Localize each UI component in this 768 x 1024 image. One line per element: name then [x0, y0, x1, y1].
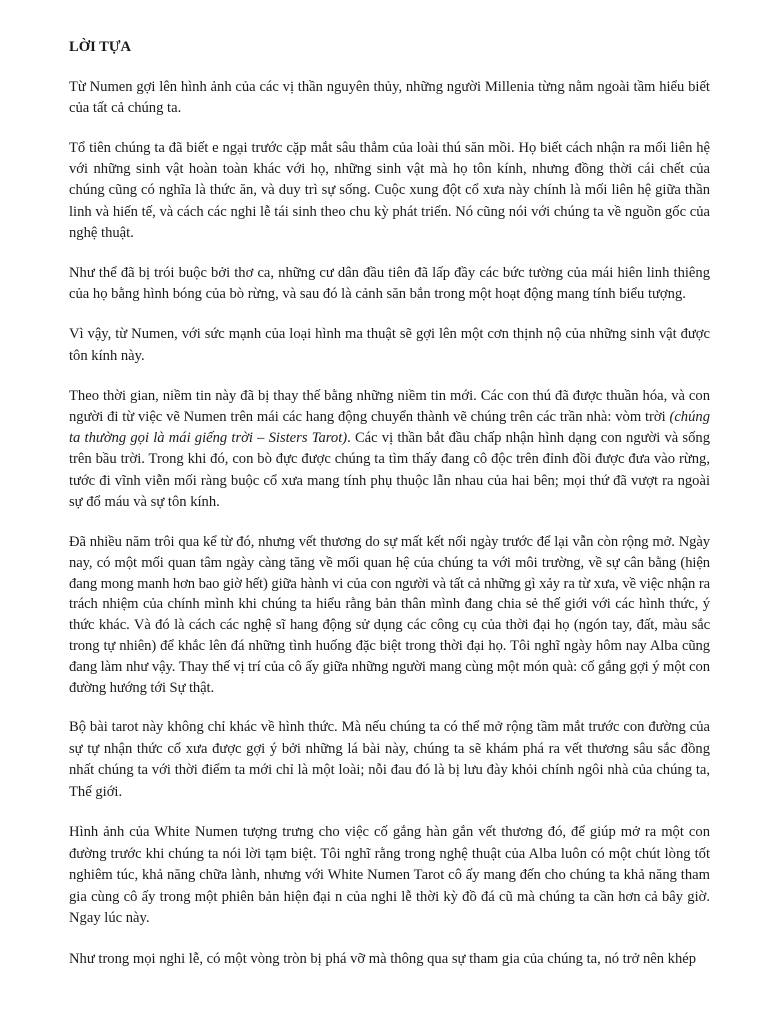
document-heading: LỜI TỰA	[69, 39, 132, 55]
paragraph-5-text-after: . Các vị thần bắt đầu chấp nhận hình dạng con người và sống trên bầu trời. Trong khi đó, con bò đực được chúng ta tìm thấy đang cô độc trên đỉnh đồi được đưa vào rừng, tước đi vĩnh viễn mối ràng buộc cổ xưa mang tính phụ thuộc lẫn nhau của hai bên; mọi thứ đã vượt ra ngoài sự đổ máu và sự tôn kính.	[69, 430, 710, 510]
paragraph-9: Như trong mọi nghi lễ, có một vòng tròn bị phá vỡ mà thông qua sự tham gia của chúng ta, nó trở nên khép	[69, 951, 697, 968]
paragraph-5-italic-note: (chúng ta thường gọi là mái giếng trời – Sisters Tarot)	[69, 409, 710, 447]
paragraph-3: Như thể đã bị trói buộc bởi thơ ca, những cư dân đầu tiên đã lấp đầy các bức tường của mái hiên linh thiêng của họ bằng hình bóng của bò rừng, và sau đó là cảnh săn bắn trong một hoạt động mang tính biểu tượng.	[69, 265, 710, 303]
paragraph-5-text-before: Theo thời gian, niềm tin này đã bị thay thế bằng những niềm tin mới. Các con thú đã được thuần hóa, và con người đi từ việc vẽ Numen trên mái các hang động chuyển thành vẽ chúng trên các trần nhà: vòm trời	[69, 387, 710, 426]
paragraph-8: Hình ảnh của White Numen tượng trưng cho việc cố gắng hàn gắn vết thương đó, để giúp mở ra một con đường trước khi chúng ta nói lời tạm biệt. Tôi nghĩ rằng trong nghệ thuật của Alba luôn có một chút lòng tốt nghiêm túc, khả năng chữa lành, nhưng với White Numen Tarot cô ấy mang đến cho chúng ta khả năng tham gia cùng cô ấy trong một phiên bản hiện đại n của nghi lễ thời kỳ đồ đá cũ mà chúng ta cần hơn cả bây giờ. Ngay lúc này.	[69, 824, 710, 927]
paragraph-4: Vì vậy, từ Numen, với sức mạnh của loại hình ma thuật sẽ gợi lên một cơn thịnh nộ của những sinh vật được tôn kính này.	[69, 326, 710, 364]
paragraph-5	[69, 386, 710, 513]
paragraph-1: Từ Numen gợi lên hình ảnh của các vị thần nguyên thủy, những người Millenia từng nằm ngoài tầm hiểu biết của tất cả chúng ta.	[69, 79, 710, 116]
paragraph-7: Bộ bài tarot này không chỉ khác về hình thức. Mà nếu chúng ta có thể mở rộng tầm mắt trước con đường của sự tự nhận thức cổ xưa được gợi ý bởi những lá bài này, chúng ta sẽ khám phá ra vết thương sâu sắc đồng nhất chúng ta với thời điểm ta mới chỉ là một loài; nỗi đau đó là bị lưu đày khỏi chính ngôi nhà của chúng ta, Thế giới.	[69, 719, 710, 800]
paragraph-6: Đã nhiều năm trôi qua kể từ đó, nhưng vết thương do sự mất kết nối ngày trước để lại vẫn còn rộng mở. Ngày nay, có một mối quan tâm ngày càng tăng về mối quan hệ của chúng ta với môi trường, về sự cân bằng (hiện đang mong manh hơn bao giờ hết) giữa hành vi của con người và tất cả những gì xảy ra từ xưa, về việc nhận ra trách nhiệm của chính mình khi chúng ta hiểu rằng bản thân mình đang chia sẻ thế giới với các hình thức, ý thức khác. Và đó là cách các nghệ sĩ hang động sử dụng các công cụ của thời đại họ (ngón tay, đất, màu sắc trong tự nhiên) để khắc lên đá những tình huống đặc biệt trong thời đại họ. Tôi nghĩ ngày hôm nay Alba cũng đang làm như vậy. Thay thế vị trí của cô ấy giữa những người mang cùng một món quà: cố gắng gợi ý một con đường hướng tới Sự thật.	[69, 534, 710, 696]
paragraph-2: Tổ tiên chúng ta đã biết e ngại trước cặp mắt sâu thẳm của loài thú săn mồi. Họ biết cách nhận ra mối liên hệ với những sinh vật hoàn toàn khác với họ, những sinh vật mà họ tôn kính, nhưng đồng thời cái chết của chúng cũng có nghĩa là thức ăn, và duy trì sự sống. Cuộc xung đột cổ xưa này chính là mối liên hệ giữa thần linh và hiến tế, và cách các nghi lễ tái sinh theo chu kỳ phát triển. Nó cũng nói với chúng ta về nguồn gốc của nghệ thuật.	[69, 140, 710, 241]
